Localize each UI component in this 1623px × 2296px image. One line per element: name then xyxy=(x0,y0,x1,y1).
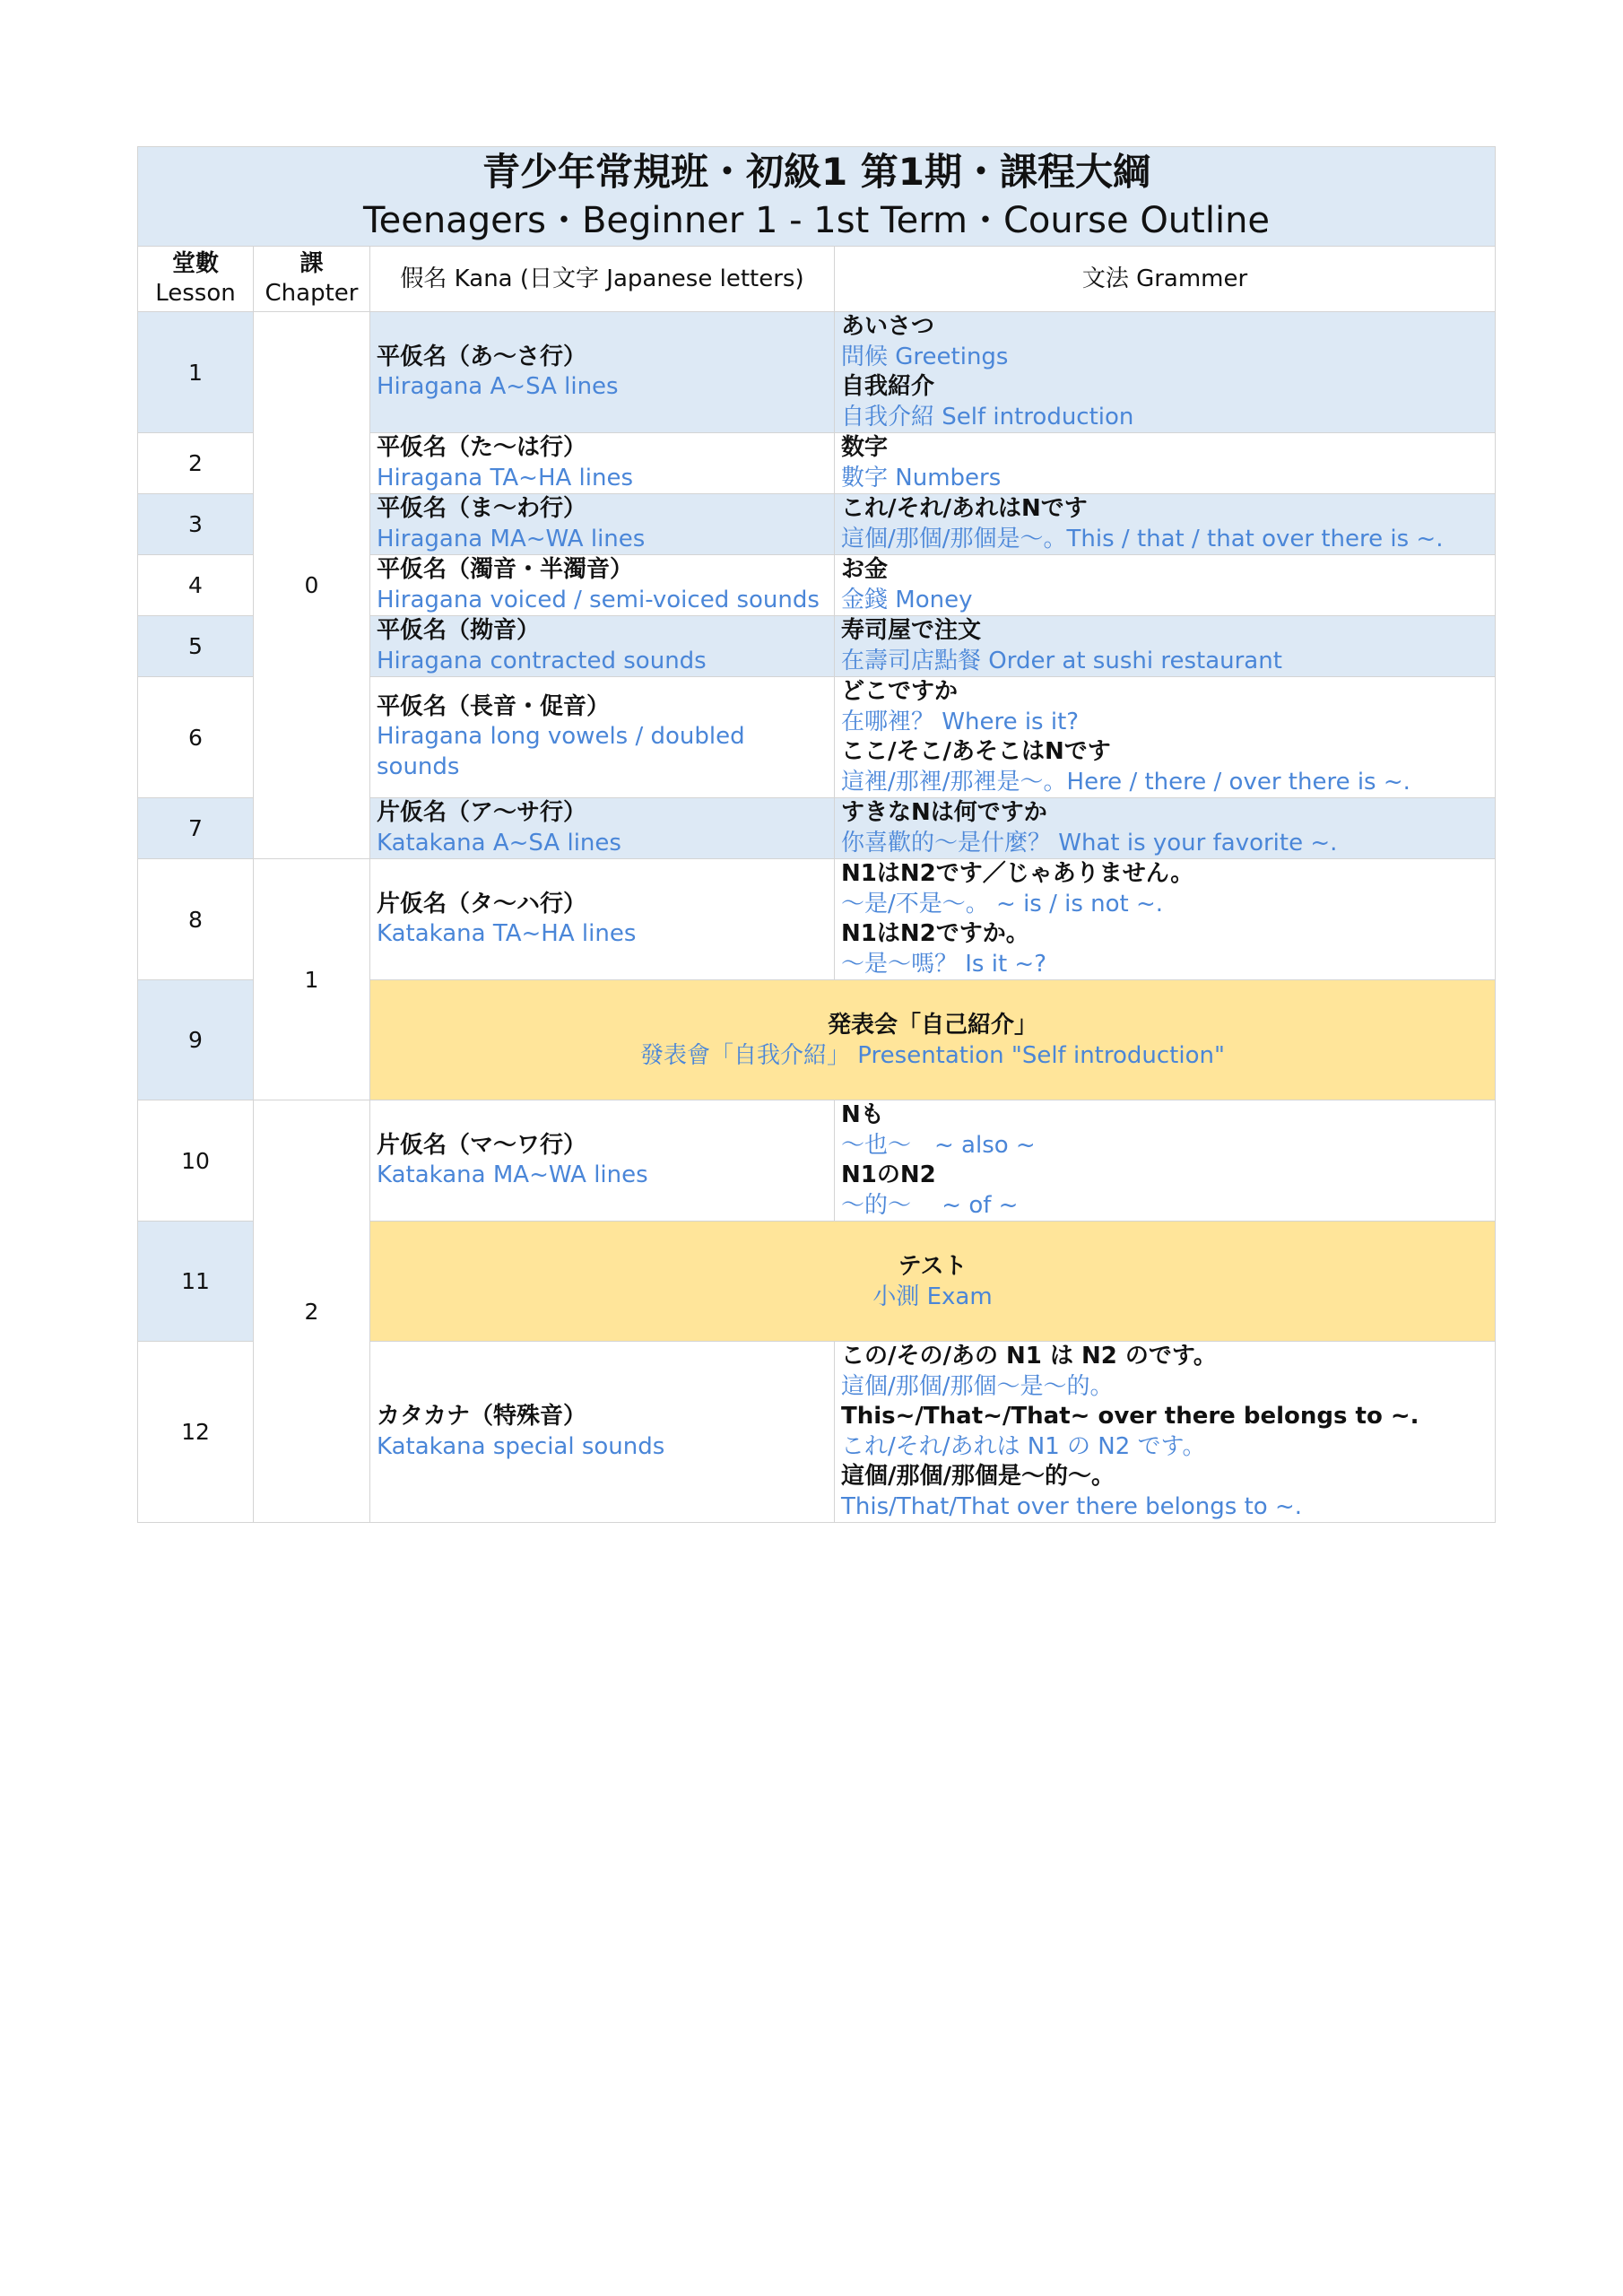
kana-title-jp: 片仮名（マ～ワ行） xyxy=(377,1131,587,1159)
grammar-pattern: N1はN2ですか。 xyxy=(841,920,1029,947)
grammar-header: 文法 Grammer xyxy=(835,247,1496,312)
grammar-pattern: N1のN2 xyxy=(841,1161,936,1188)
lesson-header-jp: 堂數 xyxy=(171,250,219,277)
kana-title-en: Hiragana contracted sounds xyxy=(377,647,707,674)
event-title-translation: 發表會「自我介紹」 Presentation "Self introduction" xyxy=(640,1041,1225,1069)
title-japanese: 青少年常規班・初級1 第1期・課程大綱 xyxy=(482,150,1151,194)
kana-cell xyxy=(370,1100,835,1222)
kana-title-jp: 片仮名（ア～サ行） xyxy=(377,799,587,826)
grammar-translation: 這個/那個/那個～是～的。 xyxy=(841,1372,1114,1400)
kana-title-en: Hiragana MA~WA lines xyxy=(377,525,646,552)
lesson-number: 2 xyxy=(138,433,254,494)
kana-cell xyxy=(370,494,835,555)
kana-title-jp: 平仮名（た～は行） xyxy=(377,434,587,461)
lesson-row xyxy=(138,859,1496,980)
chapter-header xyxy=(254,247,370,312)
grammar-cell xyxy=(835,677,1496,798)
lesson-row xyxy=(138,312,1496,433)
kana-title-jp: 平仮名（拗音） xyxy=(377,617,541,644)
event-title-translation: 小測 Exam xyxy=(872,1283,993,1310)
lesson-number: 6 xyxy=(138,677,254,798)
kana-cell xyxy=(370,798,835,859)
kana-cell xyxy=(370,555,835,616)
kana-title-en: Hiragana TA~HA lines xyxy=(377,464,634,491)
grammar-pattern: This~/That~/That~ over there belongs to ~. xyxy=(841,1403,1419,1430)
grammar-pattern: 寿司屋で注文 xyxy=(841,617,982,644)
grammar-translation: This/That/That over there belongs to ~. xyxy=(841,1492,1303,1520)
kana-title-jp: 平仮名（あ～さ行） xyxy=(377,343,587,370)
grammar-cell xyxy=(835,312,1496,433)
title-cell xyxy=(138,147,1496,247)
grammar-pattern: これ/それ/あれはNです xyxy=(841,495,1088,522)
grammar-pattern: 数字 xyxy=(841,434,889,461)
kana-header: 假名 Kana (日文字 Japanese letters) xyxy=(370,247,835,312)
grammar-translation: ～是/不是～。 ~ is / is not ~. xyxy=(841,890,1164,918)
lesson-header xyxy=(138,247,254,312)
chapter-header-jp: 課 xyxy=(299,250,324,277)
lesson-number: 11 xyxy=(138,1222,254,1342)
grammar-pattern: すきなNは何ですか xyxy=(841,799,1047,826)
event-title-jp: 発表会「自己紹介」 xyxy=(827,1011,1037,1039)
lesson-row xyxy=(138,1100,1496,1222)
grammar-cell xyxy=(835,555,1496,616)
kana-title-en: Katakana TA~HA lines xyxy=(377,920,637,947)
kana-cell xyxy=(370,312,835,433)
lesson-number: 8 xyxy=(138,859,254,980)
grammar-translation: 在壽司店點餐 Order at sushi restaurant xyxy=(841,647,1282,674)
kana-title-en: Katakana MA~WA lines xyxy=(377,1161,648,1188)
lesson-number: 12 xyxy=(138,1342,254,1523)
lesson-rows xyxy=(138,312,1496,1523)
grammar-pattern: Nも xyxy=(841,1101,884,1128)
event-cell xyxy=(370,980,1496,1100)
kana-title-jp: カタカナ（特殊音） xyxy=(377,1403,587,1430)
grammar-translation: これ/それ/あれは N1 の N2 です。 xyxy=(841,1432,1206,1460)
lesson-number: 7 xyxy=(138,798,254,859)
kana-title-jp: 片仮名（タ～ハ行） xyxy=(377,890,587,918)
chapter-number: 1 xyxy=(254,859,370,1100)
grammar-pattern: 這個/那個/那個是～的～。 xyxy=(841,1463,1115,1490)
grammar-translation: ～是～嗎？ Is it ~? xyxy=(841,950,1047,978)
kana-title-jp: 平仮名（濁音・半濁音） xyxy=(377,556,634,583)
kana-title-en: Hiragana voiced / semi-voiced sounds xyxy=(377,586,820,613)
grammar-pattern: ここ/そこ/あそこはNです xyxy=(841,738,1111,765)
grammar-translation: 自我介紹 Self introduction xyxy=(841,403,1134,430)
grammar-pattern: この/その/あの N1 は N2 のです。 xyxy=(841,1343,1217,1370)
event-title-jp: テスト xyxy=(898,1252,968,1280)
grammar-translation: ～的～ ~ of ~ xyxy=(841,1191,1019,1219)
chapter-number: 2 xyxy=(254,1100,370,1523)
kana-title-jp: 平仮名（長音・促音） xyxy=(377,692,611,720)
kana-title-jp: 平仮名（ま～わ行） xyxy=(377,495,587,522)
grammar-translation: 問候 Greetings xyxy=(841,343,1009,370)
title-row xyxy=(138,147,1496,247)
lesson-number: 3 xyxy=(138,494,254,555)
header-row xyxy=(138,247,1496,312)
lesson-number: 5 xyxy=(138,616,254,677)
grammar-translation: 數字 Numbers xyxy=(841,464,1002,491)
kana-cell xyxy=(370,677,835,798)
grammar-translation: 你喜歡的～是什麼？ What is your favorite ~. xyxy=(841,829,1338,857)
grammar-pattern: どこですか xyxy=(841,678,959,705)
chapter-header-en: Chapter xyxy=(265,280,359,307)
kana-title-en: Katakana A~SA lines xyxy=(377,829,621,857)
kana-cell xyxy=(370,859,835,980)
grammar-cell xyxy=(835,798,1496,859)
kana-cell xyxy=(370,433,835,494)
grammar-translation: ～也～ ~ also ~ xyxy=(841,1131,1036,1159)
title-english: Teenagers・Beginner 1 - 1st Term・Course Outline xyxy=(362,200,1271,241)
grammar-pattern: 自我紹介 xyxy=(841,373,935,400)
grammar-pattern: あいさつ xyxy=(841,313,935,340)
grammar-cell xyxy=(835,616,1496,677)
lesson-number: 10 xyxy=(138,1100,254,1222)
event-cell xyxy=(370,1222,1496,1342)
kana-title-en: Hiragana A~SA lines xyxy=(377,373,619,400)
grammar-cell xyxy=(835,433,1496,494)
grammar-translation: 金錢 Money xyxy=(841,586,973,613)
lesson-number: 9 xyxy=(138,980,254,1100)
grammar-pattern: N1はN2です／じゃありません。 xyxy=(841,860,1194,887)
grammar-cell xyxy=(835,1342,1496,1523)
lesson-number: 4 xyxy=(138,555,254,616)
lesson-header-en: Lesson xyxy=(155,280,236,307)
grammar-pattern: お金 xyxy=(841,556,889,583)
kana-title-en: Hiragana long vowels / doubled sounds xyxy=(377,723,745,780)
kana-title-en: Katakana special sounds xyxy=(377,1432,665,1460)
lesson-number: 1 xyxy=(138,312,254,433)
grammar-translation: 在哪裡？ Where is it? xyxy=(841,708,1080,735)
grammar-cell xyxy=(835,859,1496,980)
kana-cell xyxy=(370,1342,835,1523)
course-outline-table xyxy=(137,146,1496,1523)
grammar-cell xyxy=(835,494,1496,555)
grammar-translation: 這裡/那裡/那裡是～。Here / there / over there is ~. xyxy=(841,768,1410,796)
grammar-translation: 這個/那個/那個是～。This / that / that over there is ~. xyxy=(841,525,1444,552)
kana-cell xyxy=(370,616,835,677)
grammar-cell xyxy=(835,1100,1496,1222)
chapter-number: 0 xyxy=(254,312,370,859)
